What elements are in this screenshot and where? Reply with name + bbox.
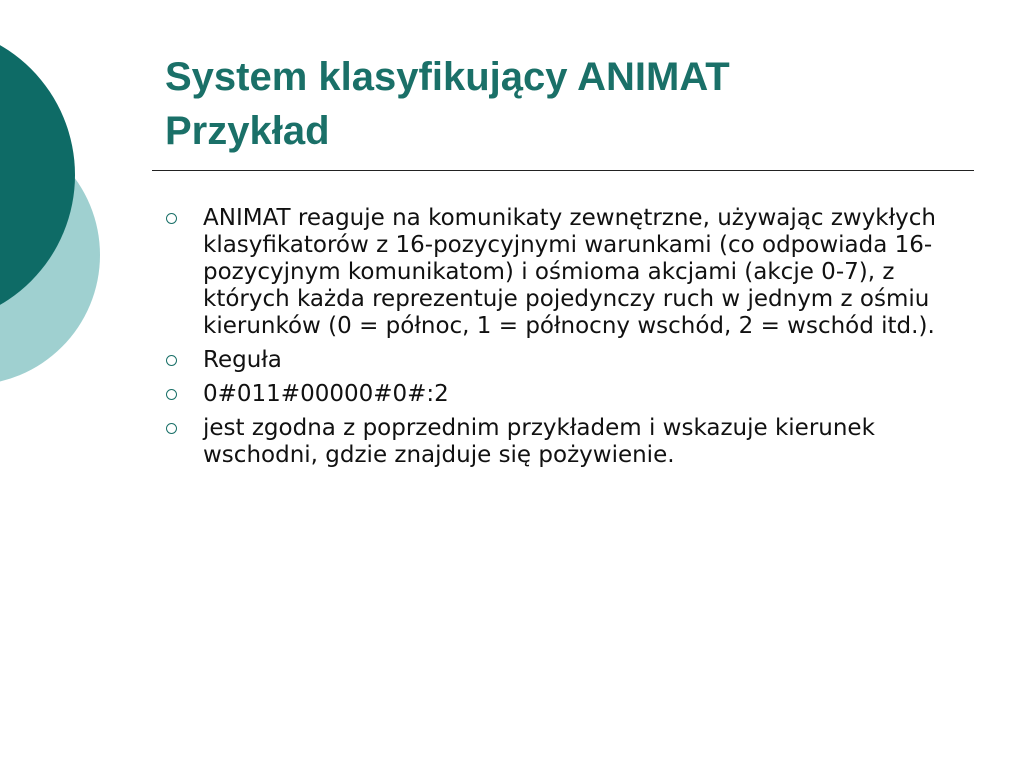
- bullet-item: [165, 381, 965, 408]
- hollow-circle-bullet-icon: [166, 355, 177, 366]
- slide-title-line-1: System klasyfikujący ANIMAT: [165, 55, 730, 99]
- bullet-text: 0#011#00000#0#:2: [203, 381, 449, 407]
- slide-title-line-2: Przykład: [165, 109, 330, 153]
- title-divider: [152, 170, 974, 171]
- bullet-text: jest zgodna z poprzednim przykładem i wskazuje kierunek wschodni, gdzie znajduje się pożywienie.: [203, 415, 875, 468]
- bullet-list: [165, 205, 965, 476]
- bullet-item: [165, 205, 965, 340]
- bullet-item: [165, 347, 965, 374]
- hollow-circle-bullet-icon: [166, 423, 177, 434]
- bullet-item: [165, 415, 965, 469]
- slide-title: [165, 50, 985, 158]
- hollow-circle-bullet-icon: [166, 213, 177, 224]
- bullet-text: ANIMAT reaguje na komunikaty zewnętrzne, używając zwykłych klasyfikatorów z 16-pozycyjnymi warunkami (co odpowiada 16-pozycyjnym komunikatom) i ośmioma akcjami (akcje 0-7), z których każda reprezentuje pojedynczy ruch w jednym z ośmiu kierunków (0 = północ, 1 = północny wschód, 2 = wschód itd.).: [203, 205, 937, 339]
- decorative-circles: [0, 0, 110, 420]
- bullet-text: Reguła: [203, 347, 282, 373]
- hollow-circle-bullet-icon: [166, 389, 177, 400]
